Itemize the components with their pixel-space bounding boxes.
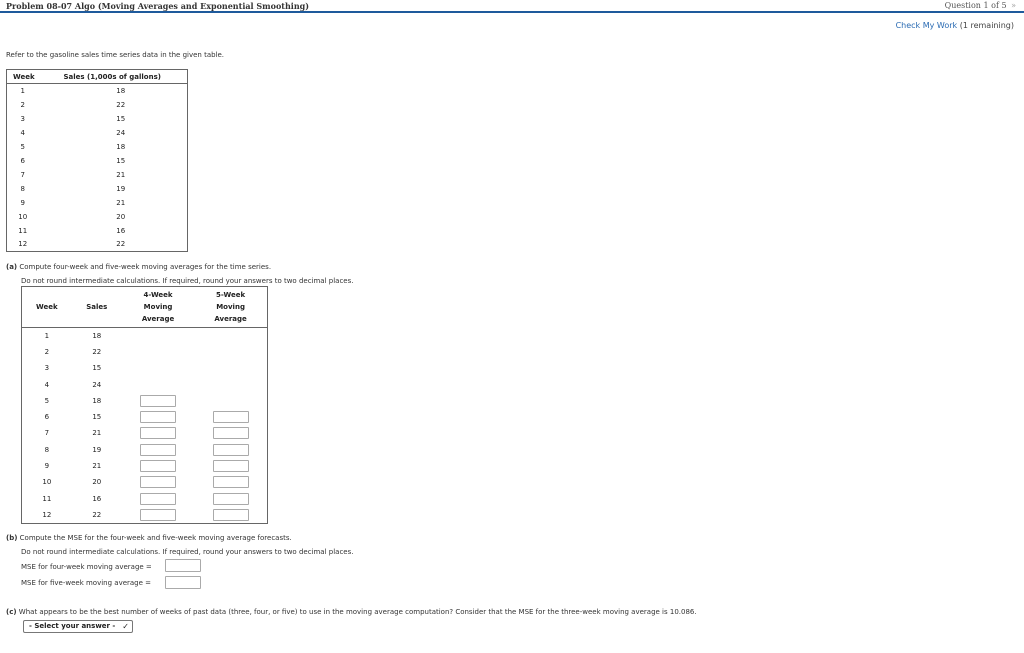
ma-sales-cell: 18 xyxy=(92,396,102,405)
ma-week-cell: 10 xyxy=(42,478,52,487)
week-cell: 10 xyxy=(18,212,28,221)
ma4-cell xyxy=(122,360,194,376)
ma-sales-cell: 15 xyxy=(92,413,102,422)
ma4-cell xyxy=(122,442,194,458)
question-navigation[interactable] xyxy=(945,1,1016,10)
sales-cell: 15 xyxy=(116,156,126,165)
ma5-cell xyxy=(194,328,267,344)
ma-week-cell: 12 xyxy=(42,510,52,519)
ma4-cell xyxy=(122,328,194,344)
table-row xyxy=(7,154,188,168)
table-row xyxy=(7,238,188,252)
ma4-cell xyxy=(122,490,194,506)
ma4-cell xyxy=(122,425,194,441)
sales-data-table xyxy=(6,69,188,252)
ma4-header-line2: Moving xyxy=(143,303,173,311)
ma4-input[interactable] xyxy=(140,444,176,456)
ma-sales-cell: 22 xyxy=(92,347,102,356)
week-cell: 3 xyxy=(20,114,25,123)
sales-cell: 21 xyxy=(116,170,126,179)
ma4-input[interactable] xyxy=(140,476,176,488)
table-row xyxy=(22,507,268,523)
ma4-input[interactable] xyxy=(140,395,176,407)
ma-sales-header: Sales xyxy=(72,287,122,328)
ma5-header-line2: Moving xyxy=(216,303,245,311)
table-row xyxy=(22,393,268,409)
chevron-down-icon: ✓ xyxy=(122,622,129,631)
sales-cell: 22 xyxy=(116,100,126,109)
ma-week-cell: 4 xyxy=(44,380,50,389)
ma5-cell xyxy=(194,490,267,506)
table-row xyxy=(22,409,268,425)
table-row xyxy=(22,360,268,376)
table-row xyxy=(7,112,188,126)
ma-sales-cell: 21 xyxy=(92,429,102,438)
ma5-input[interactable] xyxy=(213,476,249,488)
ma-sales-cell: 18 xyxy=(92,331,102,340)
part-b-question xyxy=(6,534,292,542)
part-b-label: (b) xyxy=(6,534,18,542)
table-row xyxy=(7,168,188,182)
ma5-input[interactable] xyxy=(213,411,249,423)
ma-sales-cell: 20 xyxy=(92,478,102,487)
ma-week-cell: 2 xyxy=(44,347,50,356)
ma-sales-cell: 24 xyxy=(92,380,102,389)
ma5-cell xyxy=(194,458,267,474)
ma-week-cell: 6 xyxy=(44,413,50,422)
ma4-cell xyxy=(122,458,194,474)
ma4-cell xyxy=(122,474,194,490)
part-b-instruction: Do not round intermediate calculations. If required, round your answers to two decimal places. xyxy=(21,548,354,556)
week-cell: 2 xyxy=(20,100,25,109)
sales-cell: 16 xyxy=(116,226,126,235)
part-b-text: Compute the MSE for the four-week and five-week moving average forecasts. xyxy=(19,534,292,542)
next-question-icon[interactable]: » xyxy=(1011,1,1016,10)
table-row xyxy=(7,196,188,210)
ma4-cell xyxy=(122,507,194,523)
ma5-cell xyxy=(194,360,267,376)
check-remaining: (1 remaining) xyxy=(959,21,1014,30)
part-a-label: (a) xyxy=(6,263,18,271)
sales-cell: 15 xyxy=(116,114,126,123)
ma5-header-line3: Average xyxy=(214,315,247,323)
ma-week-cell: 5 xyxy=(44,396,50,405)
ma-sales-cell: 16 xyxy=(92,494,102,503)
ma5-input[interactable] xyxy=(213,493,249,505)
week-cell: 7 xyxy=(20,170,25,179)
week-cell: 6 xyxy=(20,156,25,165)
ma4-input[interactable] xyxy=(140,427,176,439)
table-row xyxy=(22,425,268,441)
week-cell: 11 xyxy=(18,226,28,235)
ma-week-cell: 8 xyxy=(44,445,50,454)
table-row xyxy=(22,474,268,490)
ma4-input[interactable] xyxy=(140,493,176,505)
table-row xyxy=(22,344,268,360)
table-row xyxy=(7,140,188,154)
table-row xyxy=(22,458,268,474)
ma5-cell xyxy=(194,344,267,360)
ma4-cell xyxy=(122,344,194,360)
ma5-cell xyxy=(194,474,267,490)
check-my-work xyxy=(896,21,1014,30)
week-cell: 12 xyxy=(18,240,28,249)
table-row xyxy=(7,98,188,112)
table-row xyxy=(7,224,188,238)
table-row xyxy=(22,376,268,392)
ma4-header-line3: Average xyxy=(141,315,175,323)
ma4-cell xyxy=(122,376,194,392)
ma5-cell xyxy=(194,376,267,392)
ma-sales-cell: 22 xyxy=(92,510,102,519)
sales-cell: 18 xyxy=(116,86,126,95)
ma5-input[interactable] xyxy=(213,444,249,456)
sales-cell: 18 xyxy=(116,142,126,151)
best-weeks-select[interactable] xyxy=(23,620,133,633)
ma5-input[interactable] xyxy=(213,427,249,439)
table-row xyxy=(7,126,188,140)
ma5-cell xyxy=(194,442,267,458)
week-cell: 1 xyxy=(20,86,25,95)
ma-week-cell: 9 xyxy=(44,462,50,471)
moving-average-table xyxy=(21,286,268,524)
ma-sales-cell: 15 xyxy=(92,364,102,373)
ma5-cell xyxy=(194,507,267,523)
sales-header: Sales (1,000s of gallons) xyxy=(39,70,188,84)
ma4-cell xyxy=(122,409,194,425)
intro-text: Refer to the gasoline sales time series data in the given table. xyxy=(6,51,225,59)
ma4-input[interactable] xyxy=(140,460,176,472)
ma5-input[interactable] xyxy=(213,509,249,521)
week-header: Week xyxy=(7,70,39,84)
table-row xyxy=(7,84,188,98)
ma-week-cell: 1 xyxy=(44,331,50,340)
ma5-cell xyxy=(194,425,267,441)
ma5-input[interactable] xyxy=(213,460,249,472)
mse4-label: MSE for four-week moving average = xyxy=(21,563,152,571)
ma4-input[interactable] xyxy=(140,509,176,521)
week-cell: 5 xyxy=(20,142,25,151)
problem-title: Problem 08-07 Algo (Moving Averages and Exponential Smoothing) xyxy=(6,1,310,11)
part-c-label: (c) xyxy=(6,608,17,616)
sales-cell: 19 xyxy=(116,184,126,193)
sales-cell: 20 xyxy=(116,212,126,221)
table-row xyxy=(7,182,188,196)
check-my-work-link[interactable]: Check My Work xyxy=(895,21,958,30)
mse5-label: MSE for five-week moving average = xyxy=(21,579,152,587)
part-a-text: Compute four-week and five-week moving averages for the time series. xyxy=(19,263,272,271)
mse5-input[interactable] xyxy=(165,576,201,589)
part-a-instruction: Do not round intermediate calculations. If required, round your answers to two decimal places. xyxy=(21,277,354,285)
ma-week-cell: 11 xyxy=(42,494,52,503)
sales-cell: 24 xyxy=(116,128,126,137)
table-row xyxy=(22,442,268,458)
sales-cell: 22 xyxy=(116,240,126,249)
part-c-question xyxy=(6,608,697,616)
week-cell: 4 xyxy=(20,128,25,137)
ma5-header xyxy=(194,287,267,328)
top-bar xyxy=(0,0,1024,13)
table-row xyxy=(22,328,268,344)
part-c-text: What appears to be the best number of weeks of past data (three, four, or five) to use in the moving average computation? Consider that the MSE for the three-week moving average is 10.086. xyxy=(18,608,697,616)
ma5-header-line1: 5-Week xyxy=(216,291,246,299)
table-row xyxy=(7,210,188,224)
ma-sales-cell: 21 xyxy=(92,462,102,471)
ma4-header xyxy=(122,287,194,328)
ma4-header-line1: 4-Week xyxy=(143,291,173,299)
ma5-cell xyxy=(194,409,267,425)
week-cell: 9 xyxy=(20,198,25,207)
table-row xyxy=(22,490,268,506)
sales-cell: 21 xyxy=(116,198,126,207)
select-label: - Select your answer - xyxy=(29,622,116,630)
ma-week-cell: 3 xyxy=(44,364,50,373)
week-cell: 8 xyxy=(20,184,25,193)
ma-week-cell: 7 xyxy=(44,429,50,438)
ma-sales-cell: 19 xyxy=(92,445,102,454)
ma5-cell xyxy=(194,393,267,409)
mse4-input[interactable] xyxy=(165,559,201,572)
ma4-input[interactable] xyxy=(140,411,176,423)
part-a-question xyxy=(6,263,271,271)
ma4-cell xyxy=(122,393,194,409)
question-counter: Question 1 of 5 xyxy=(944,1,1007,10)
ma-week-header: Week xyxy=(22,287,72,328)
